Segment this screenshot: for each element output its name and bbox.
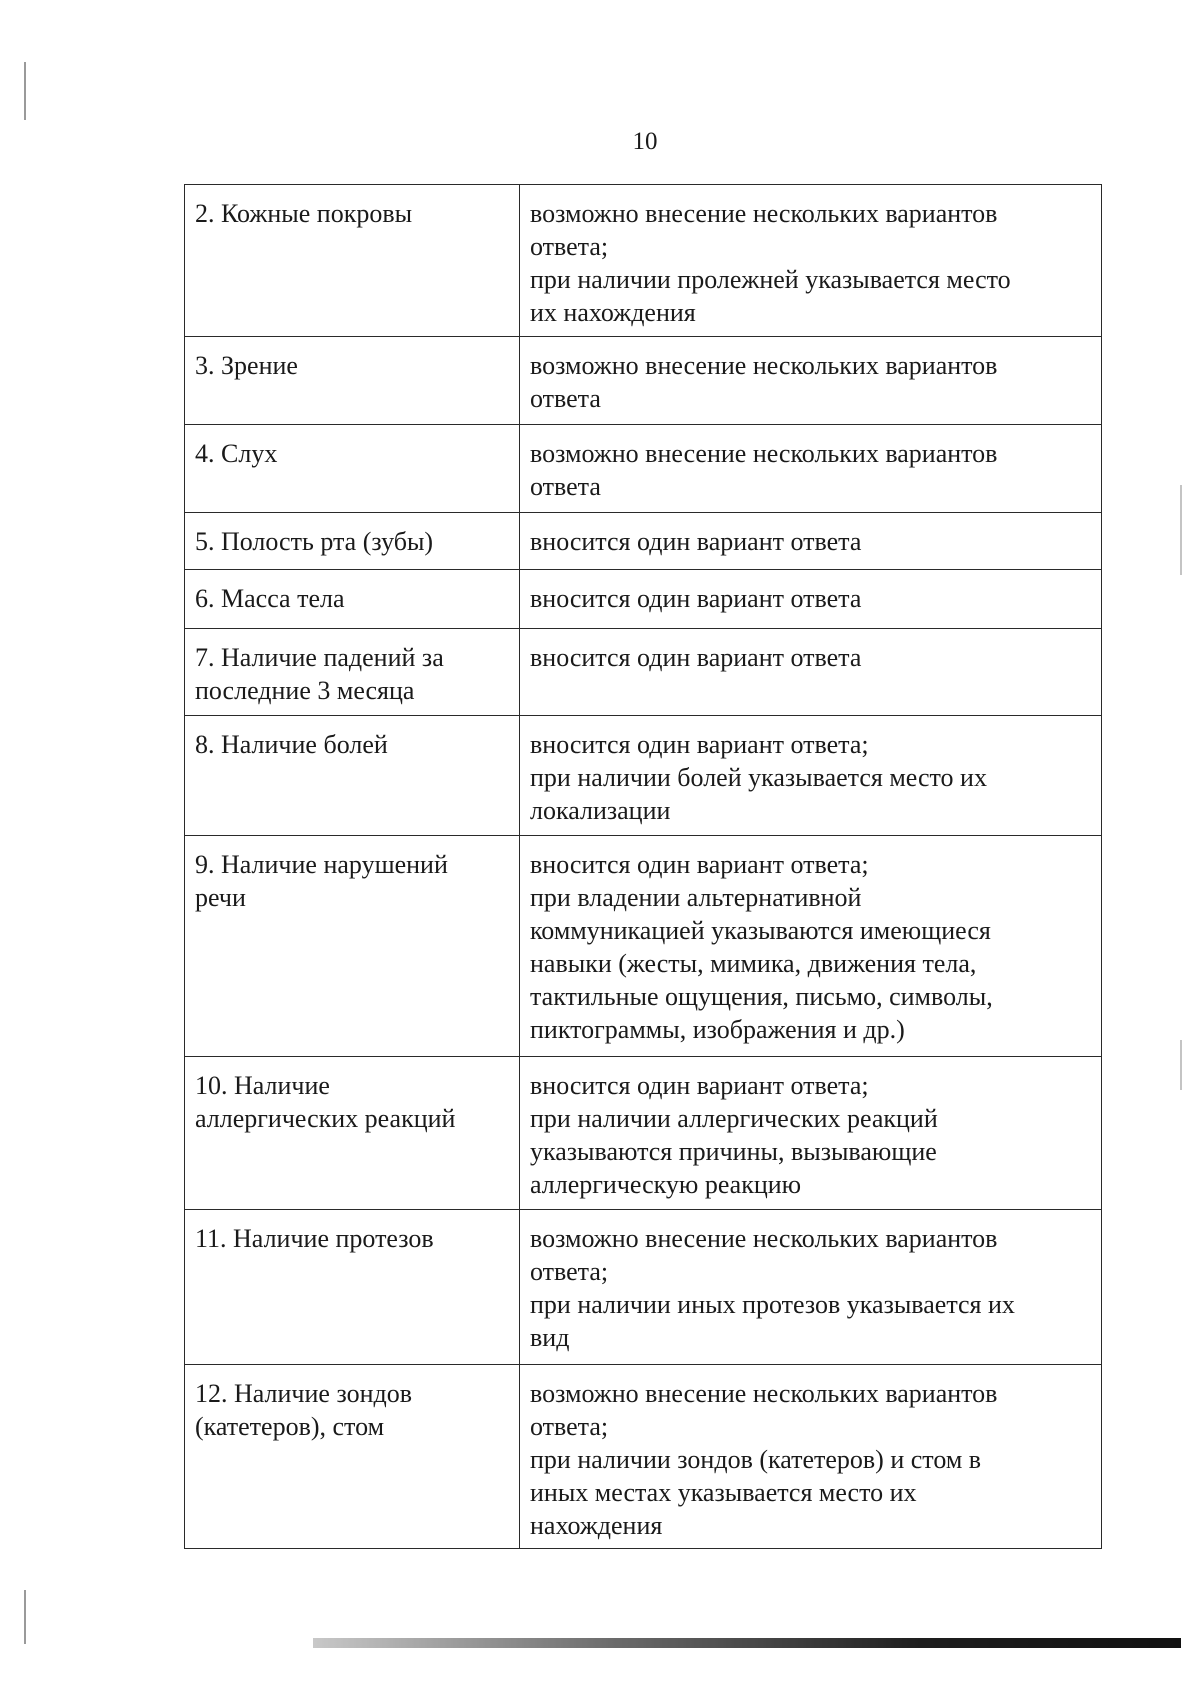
table-row (185, 1365, 1102, 1549)
scan-edge-mark (1180, 485, 1182, 575)
note-cell (520, 570, 1102, 629)
parameter-text: 2. Кожные покровы (195, 199, 413, 228)
note-cell (520, 836, 1102, 1057)
parameter-text: (катетеров), стом (195, 1412, 385, 1441)
scan-edge-mark (1180, 1040, 1182, 1090)
parameter-text: речи (195, 883, 246, 912)
scan-edge-mark (24, 1590, 26, 1644)
note-text: вносится один вариант ответа (530, 643, 862, 672)
note-cell (520, 629, 1102, 716)
note-cell (520, 513, 1102, 570)
note-text: при наличии пролежней указывается место (530, 265, 1011, 294)
scan-edge-mark (24, 62, 26, 120)
table-row (185, 513, 1102, 570)
note-cell (520, 1210, 1102, 1365)
table-row (185, 185, 1102, 337)
note-text: вносится один вариант ответа; (530, 850, 869, 879)
parameter-text: последние 3 месяца (195, 676, 415, 705)
parameter-text: 8. Наличие болей (195, 730, 388, 759)
note-text: нахождения (530, 1511, 663, 1540)
parameter-text: 4. Слух (195, 439, 278, 468)
note-text: при наличии болей указывается место их (530, 763, 987, 792)
parameter-cell (185, 1210, 520, 1365)
note-text: их нахождения (530, 298, 696, 327)
page-number: 10 (632, 128, 658, 155)
parameter-cell (185, 513, 520, 570)
parameter-text: 3. Зрение (195, 351, 298, 380)
table-row (185, 836, 1102, 1057)
note-text: возможно внесение нескольких вариантов (530, 1379, 998, 1408)
parameter-cell (185, 570, 520, 629)
note-text: возможно внесение нескольких вариантов (530, 351, 998, 380)
parameter-cell (185, 1057, 520, 1210)
scan-bottom-bar (313, 1638, 1181, 1648)
note-text: при наличии иных протезов указывается их (530, 1290, 1015, 1319)
parameter-cell (185, 1365, 520, 1549)
note-text: ответа; (530, 1257, 609, 1286)
parameter-text: 11. Наличие протезов (195, 1224, 434, 1253)
note-text: аллергическую реакцию (530, 1170, 802, 1199)
note-cell (520, 1365, 1102, 1549)
note-cell (520, 425, 1102, 513)
note-text: при наличии аллергических реакций (530, 1104, 938, 1133)
note-text: пиктограммы, изображения и др.) (530, 1015, 905, 1044)
note-text: ответа (530, 384, 601, 413)
parameter-text: 10. Наличие (195, 1071, 330, 1100)
note-text: при наличии зондов (катетеров) и стом в (530, 1445, 982, 1474)
note-cell (520, 716, 1102, 836)
parameter-cell (185, 185, 520, 337)
note-text: вид (530, 1323, 570, 1352)
note-cell (520, 1057, 1102, 1210)
note-text: вносится один вариант ответа; (530, 1071, 869, 1100)
parameter-text: 5. Полость рта (зубы) (195, 527, 434, 556)
table-row (185, 337, 1102, 425)
parameter-text: 7. Наличие падений за (195, 643, 444, 672)
parameter-cell (185, 836, 520, 1057)
note-text: тактильные ощущения, письмо, символы, (530, 982, 993, 1011)
table-row (185, 629, 1102, 716)
table-row (185, 1057, 1102, 1210)
note-text: локализации (530, 796, 671, 825)
table-row (185, 1210, 1102, 1365)
note-text: указываются причины, вызывающие (530, 1137, 937, 1166)
note-text: возможно внесение нескольких вариантов (530, 1224, 998, 1253)
note-text: ответа; (530, 232, 609, 261)
table-row (185, 570, 1102, 629)
parameter-text: 9. Наличие нарушений (195, 850, 448, 879)
note-text: возможно внесение нескольких вариантов (530, 199, 998, 228)
parameter-cell (185, 629, 520, 716)
parameter-text: аллергических реакций (195, 1104, 456, 1133)
note-cell (520, 185, 1102, 337)
note-text: при владении альтернативной (530, 883, 862, 912)
note-text: навыки (жесты, мимика, движения тела, (530, 949, 977, 978)
note-text: иных местах указывается место их (530, 1478, 917, 1507)
parameters-table (184, 184, 1102, 1549)
parameter-cell (185, 425, 520, 513)
note-text: ответа (530, 472, 601, 501)
note-text: коммуникацией указываются имеющиеся (530, 916, 991, 945)
parameter-cell (185, 716, 520, 836)
table-row (185, 716, 1102, 836)
parameter-text: 6. Масса тела (195, 584, 345, 613)
note-cell (520, 337, 1102, 425)
parameter-cell (185, 337, 520, 425)
note-text: вносится один вариант ответа (530, 527, 862, 556)
table-row (185, 425, 1102, 513)
note-text: вносится один вариант ответа (530, 584, 862, 613)
parameter-text: 12. Наличие зондов (195, 1379, 413, 1408)
note-text: вносится один вариант ответа; (530, 730, 869, 759)
note-text: возможно внесение нескольких вариантов (530, 439, 998, 468)
note-text: ответа; (530, 1412, 609, 1441)
